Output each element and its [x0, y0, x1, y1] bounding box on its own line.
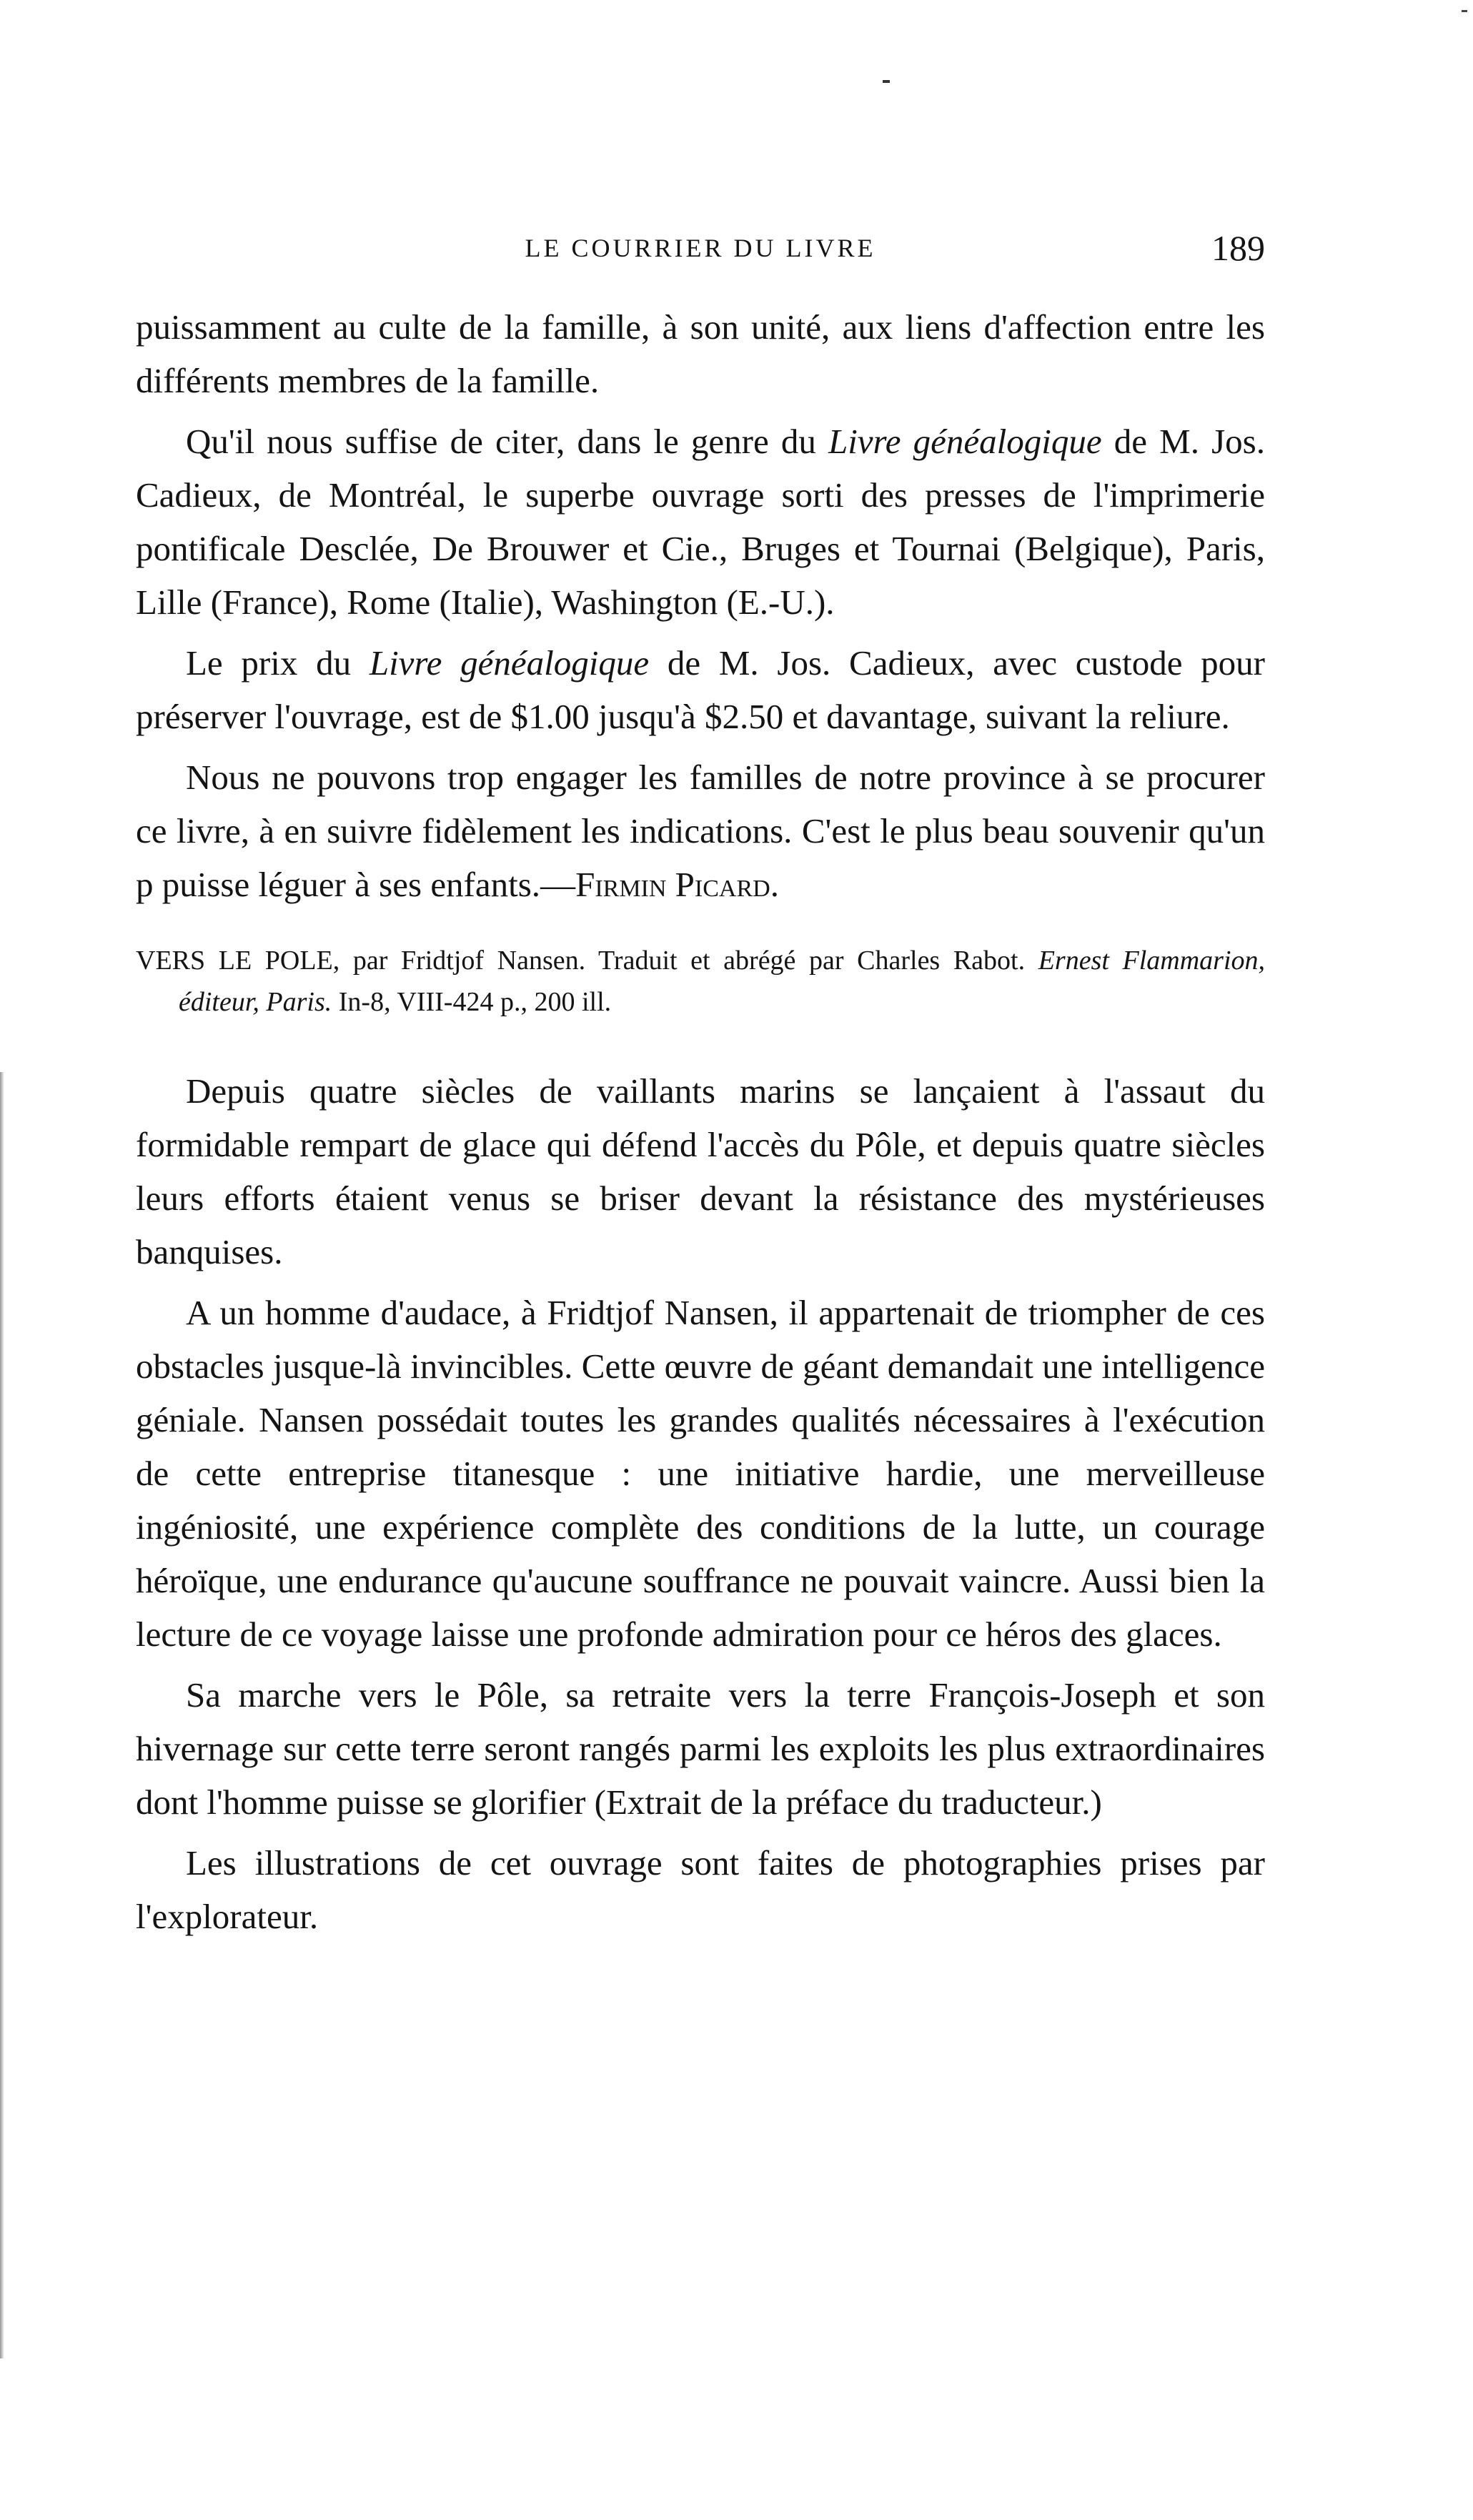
entry-publisher: Ernest Flammarion, éditeur, Paris.	[179, 946, 1265, 1017]
paragraph-livre-genealogique	[136, 415, 1265, 629]
running-head	[136, 227, 1265, 270]
book-title-italic: Livre généalogique	[828, 422, 1102, 461]
text-run: Le prix du	[186, 643, 370, 683]
entry-title: VERS LE POLE,	[136, 946, 340, 976]
paragraph-continuation: puissamment au culte de la famille, à son unité, aux liens d'affection entre les différents membres de la famille.	[136, 307, 1265, 400]
text-run: Nous ne pouvons trop engager les familles de notre province à se procurer ce livre, à en suivre fidèlement les indications. C'est le plus beau souvenir qu'un p puisse léguer à ses enfants.—	[136, 758, 1265, 904]
review-paragraph-1: Depuis quatre siècles de vaillants marins se lançaient à l'assaut du formidable rempart de glace qui défend l'accès du Pôle, et depuis quatre siècles leurs efforts étaient venus se briser devant la résistance des mystérieuses banquises.	[136, 1071, 1265, 1271]
review-paragraph-4: Les illustrations de cet ouvrage sont faites de photographies prises par l'explorateur.	[136, 1843, 1265, 1936]
review-paragraph-2: A un homme d'audace, à Fridtjof Nansen, il appartenait de triompher de ces obstacles jusque-là invincibles. Cette œuvre de géant demandait une intelligence géniale. Nansen possédait toutes les grandes qualités nécessaires à l'exécution de cette entreprise titanesque : une initiative hardie, une merveilleuse ingéniosité, une expérience complète des conditions de la lutte, un courage héroïque, une endurance qu'aucune souffrance ne pouvait vaincre. Aussi bien la lecture de ce voyage laisse une profonde admiration pour ce héros des glaces.	[136, 1293, 1265, 1654]
paragraph-prix	[136, 636, 1265, 743]
page-edge-shadow	[0, 1072, 4, 2358]
review-paragraph-3: Sa marche vers le Pôle, sa retraite vers la terre François-Joseph et son hivernage sur cette terre seront rangés parmi les exploits les plus extraordinaires dont l'homme puisse se glorifier (Extrait de la préface du traducteur.)	[136, 1675, 1265, 1822]
running-title: LE COURRIER DU LIVRE	[525, 234, 876, 262]
top-mark	[883, 80, 890, 83]
book-title-italic: Livre généalogique	[369, 643, 650, 683]
author-signature: Firmin Picard.	[575, 865, 779, 904]
page-text	[136, 300, 1265, 1946]
bibliographic-entry	[136, 940, 1265, 1023]
corner-mark	[1462, 10, 1467, 12]
page-number: 189	[1211, 228, 1265, 268]
entry-format: In-8, VIII-424 p., 200 ill.	[332, 987, 612, 1017]
text-run: de M. Jos. Cadieux, avec custode pour préserver l'ouvrage, est de $1.00 jusqu'à $2.50 et davantage, suivant la reliure.	[136, 643, 1265, 736]
text-run: Qu'il nous suffise de citer, dans le genre du	[186, 422, 828, 461]
text-run: de M. Jos. Cadieux, de Montréal, le superbe ouvrage sorti des presses de l'imprimerie pontificale Desclée, De Brouwer et Cie., Bruges et Tournai (Belgique), Paris, Lille (France), Rome (Italie), Washington (E.-U.).	[136, 422, 1265, 622]
paragraph-recommandation	[136, 750, 1265, 911]
entry-author-translator: par Fridtjof Nansen. Traduit et abrégé par Charles Rabot.	[339, 946, 1038, 976]
